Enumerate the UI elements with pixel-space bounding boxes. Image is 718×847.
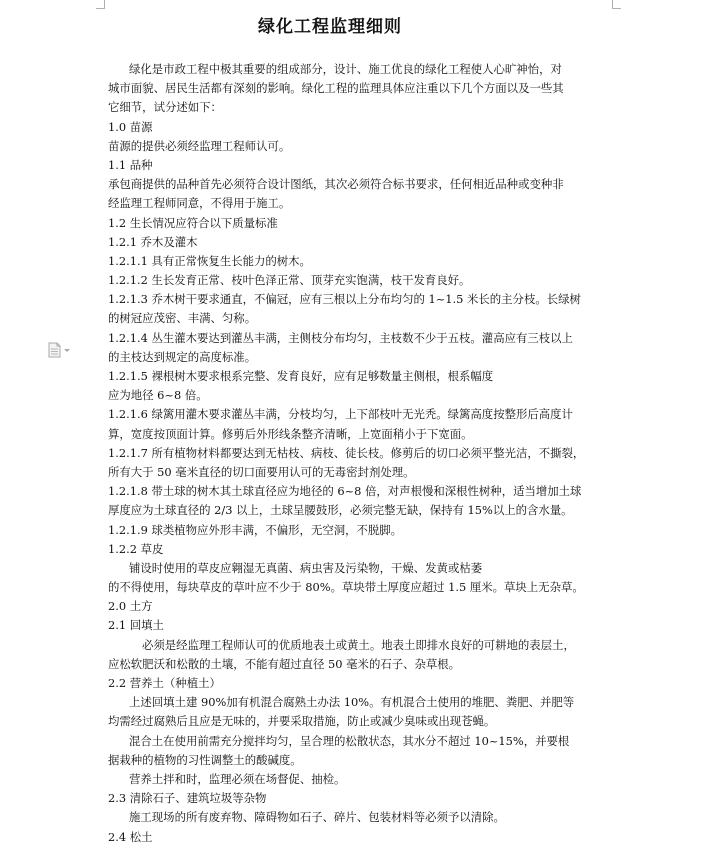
text-line: 绿化是市政工程中极其重要的组成部分，设计、施工优良的绿化工程使人心旷神怡，对 bbox=[129, 62, 562, 76]
section-heading: 2.2 营养土（种植土） bbox=[108, 676, 221, 690]
text-line: 1.2.1.4 丛生灌木要达到灌丛丰满，主侧枝分布均匀，主枝数不少于五枝。灌高应有三枝以上 bbox=[108, 330, 573, 345]
text-line: 的不得使用，每块草皮的草叶应不少于 80%。草块带土厚度应超过 1.5 厘米。草块上无杂草。 bbox=[108, 580, 584, 595]
text-line: 的树冠应茂密、丰满、匀称。 bbox=[108, 311, 257, 326]
text-line: 1.2.1.6 绿篱用灌木要求灌丛丰满，分枝均匀，上下部枝叶无光秃。绿篱高度按整形后高度计 bbox=[108, 407, 573, 422]
text-line: 的主枝达到规定的高度标准。 bbox=[108, 349, 257, 364]
text-line: 厚度应为土球直径的 2/3 以上，土球呈腰鼓形，必须完整无缺，保持有 15%以上的含水量。 bbox=[108, 503, 573, 518]
section-heading: 1.2 生长情况应符合以下质量标准 bbox=[108, 215, 278, 230]
text-line: 苗源的提供必须经监理工程师认可。 bbox=[108, 138, 291, 153]
text-line: 所有大于 50 毫米直径的切口面要用认可的无毒密封剂处理。 bbox=[108, 464, 415, 479]
section-heading: 1.2.1 乔木及灌木 bbox=[108, 234, 198, 249]
text-line: 经监理工程师同意，不得用于施工。 bbox=[108, 196, 291, 211]
text-line: 城市面貌、居民生活都有深刻的影响。绿化工程的监理具体应注重以下几个方面以及一些其 bbox=[108, 81, 564, 96]
text-line: 铺设时使用的草皮应翱湿无真菌、病虫害及污染物，干燥、发黄或枯萎 bbox=[129, 560, 483, 575]
text-line: 应为地径 6~8 倍。 bbox=[108, 388, 208, 403]
text-line: 施工现场的所有废弃物、障碍物如石子、碎片、包装材料等必须予以清除。 bbox=[129, 810, 505, 825]
text-line: 上述回填土建 90%加有机混合腐熟土办法 10%。有机混合土使用的堆肥、粪肥、并肥等 bbox=[129, 695, 575, 710]
text-line: 必须是经监理工程师认可的优质地表土或黄土。地表土即排水良好的可耕地的表层土， bbox=[142, 637, 575, 652]
text-line: 均需经过腐熟后且应是无味的，并要采取措施，防止或减少臭味或出现苍蝇。 bbox=[108, 714, 496, 729]
text-line: 营养土拌和时，监理必须在场督促、抽检。 bbox=[129, 771, 346, 786]
text-line: 1.2.1.5 裸根树木要求根系完整、发育良好，应有足够数量主侧根，根系幅度 bbox=[108, 369, 494, 383]
text-line: 1.2.1.3 乔木树干要求通直，不偏冠，应有三根以上分布均匀的 1~1.5 米长的主分枝。长绿树 bbox=[108, 292, 581, 307]
document-body bbox=[108, 60, 613, 847]
text-line: 应松软肥沃和松散的土壤，不能有超过直径 50 毫米的石子、杂草根。 bbox=[108, 656, 461, 671]
text-line: 它细节，试分述如下： bbox=[108, 100, 222, 115]
text-line: 1.2.1.8 带土球的树木其土球直径应为地径的 6~8 倍，对声根慢和深根性树种，适当增加土球 bbox=[108, 484, 582, 499]
text-line: 算，宽度按顶面计算。修剪后外形线条整齐清晰，上宽面稍小于下宽面。 bbox=[108, 426, 473, 441]
crop-mark-top-right bbox=[612, 0, 621, 9]
text-line: 承包商提供的品种首先必须符合设计图纸，其次必须符合标书要求，任何相近品种或变种非 bbox=[108, 177, 564, 192]
section-heading: 2.4 松土 bbox=[108, 829, 153, 844]
section-heading: 2.0 土方 bbox=[108, 599, 153, 614]
section-heading: 1.2.2 草皮 bbox=[108, 541, 164, 556]
text-line: 混合土在使用前需充分搅拌均匀，呈合理的松散状态，其水分不超过 10~15%，并要根 bbox=[129, 733, 570, 748]
text-line: 1.2.1.1 具有正常恢复生长能力的树木。 bbox=[108, 253, 311, 268]
section-heading: 2.3 清除石子、建筑垃圾等杂物 bbox=[108, 791, 267, 806]
section-heading: 2.1 回填土 bbox=[108, 618, 164, 633]
section-heading: 1.1 品种 bbox=[108, 157, 153, 172]
crop-mark-top-left bbox=[96, 0, 105, 9]
section-heading: 1.0 苗源 bbox=[108, 119, 153, 134]
text-line: 1.2.1.7 所有植物材料都要达到无枯枝、病枝、徒长枝。修剪后的切口必须平整光洁，不撕裂， bbox=[108, 445, 585, 460]
text-line: 1.2.1.2 生长发育正常、枝叶色泽正常、顶芽充实饱满，枝干发育良好。 bbox=[108, 273, 471, 288]
document-icon[interactable] bbox=[46, 342, 72, 358]
document-title: 绿化工程监理细则 bbox=[258, 17, 402, 37]
text-line: 据栽种的植物的习性调整土的酸碱度。 bbox=[108, 752, 302, 767]
text-line: 1.2.1.9 球类植物应外形丰满，不偏形，无空洞，不脱脚。 bbox=[108, 522, 403, 537]
